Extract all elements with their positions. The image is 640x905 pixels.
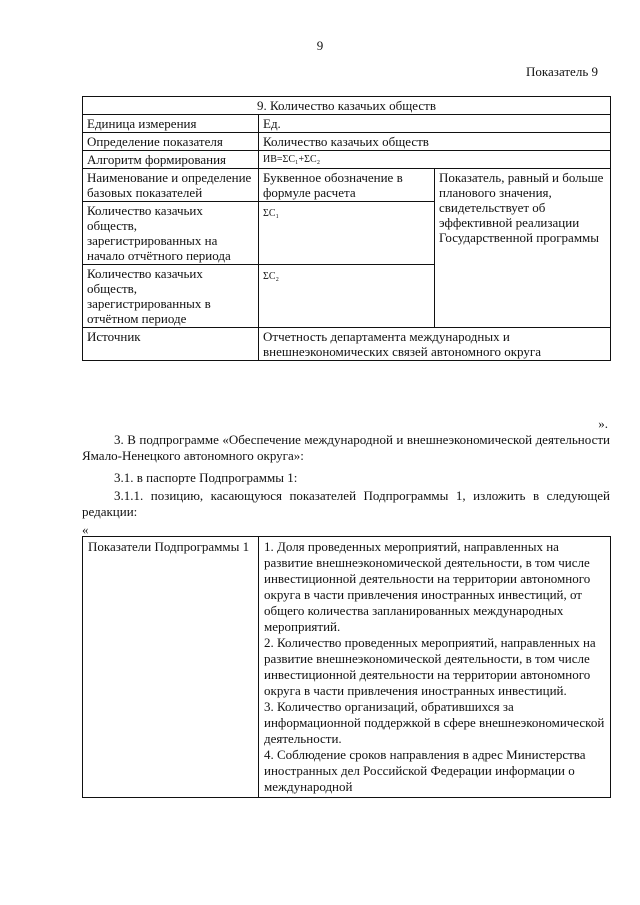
list-item: 3. Количество организаций, обратившихся за информационной поддержкой в сфере внешнеэкономической деятельности.	[264, 699, 605, 746]
interpretation: Показатель, равный и больше планового значения, свидетельствует об эффективной реализации Государственной программы	[435, 169, 611, 328]
unit-label: Единица измерения	[83, 115, 259, 133]
paragraph-3-1: 3.1. в паспорте Подпрограммы 1:	[114, 470, 298, 485]
paragraph-3-1-1: 3.1.1. позицию, касающуюся показателей Подпрограммы 1, изложить в следующей редакции:	[82, 488, 610, 519]
indicators-list	[259, 537, 611, 798]
open-quote: «	[82, 522, 89, 537]
paragraph-3: 3. В подпрограмме «Обеспечение международной и внешнеэкономической деятельности Ямало-Ненецкого автономного округа»:	[82, 432, 610, 463]
base-indicator-symbol: ΣС₁	[259, 202, 435, 265]
page-number: 9	[316, 38, 324, 53]
table-row	[83, 115, 611, 133]
indicator-label: Показатель 9	[526, 64, 598, 79]
list-item: 4. Соблюдение сроков направления в адрес Министерства иностранных дел Российской Федерации информации о международной	[264, 747, 586, 794]
definition-value: Количество казачьих обществ	[259, 133, 611, 151]
header-symbol: Буквенное обозначение в формуле расчета	[259, 169, 435, 202]
list-item: 2. Количество проведенных мероприятий, направленных на развитие внешнеэкономической деятельности, в том числе инвестиционной деятельности на территории автономного округа в части привлечения иностранных инвестиций.	[264, 635, 596, 698]
table-row	[83, 169, 611, 202]
table-row	[83, 328, 611, 361]
definition-label: Определение показателя	[83, 133, 259, 151]
source-label: Источник	[83, 328, 259, 361]
table-row	[83, 133, 611, 151]
indicator-title: 9. Количество казачьих обществ	[83, 97, 611, 115]
table-row	[83, 537, 611, 798]
list-item: 1. Доля проведенных мероприятий, направленных на развитие внешнеэкономической деятельности, в том числе инвестиционной деятельности на территории автономного округа в части привлечения иностранных инвестиций, от общего количества запланированных международных мероприятий.	[264, 539, 591, 634]
base-indicator-name: Количество казачьих обществ, зарегистрированных в отчётном периоде	[83, 265, 259, 328]
base-indicator-symbol: ΣС₂	[259, 265, 435, 328]
base-indicator-name: Количество казачьих обществ, зарегистрированных на начало отчётного периода	[83, 202, 259, 265]
algorithm-label: Алгоритм формирования	[83, 151, 259, 169]
indicator-table	[82, 96, 611, 361]
algorithm-formula: ИВ=ΣС₁+ΣС₂	[259, 151, 611, 169]
closing-quote: ».	[598, 416, 608, 431]
unit-value: Ед.	[259, 115, 611, 133]
indicators-label: Показатели Подпрограммы 1	[83, 537, 259, 798]
table-row	[83, 151, 611, 169]
indicators-table	[82, 536, 611, 798]
source-value: Отчетность департамента международных и внешнеэкономических связей автономного округа	[259, 328, 611, 361]
table-row	[83, 97, 611, 115]
header-name: Наименование и определение базовых показателей	[83, 169, 259, 202]
